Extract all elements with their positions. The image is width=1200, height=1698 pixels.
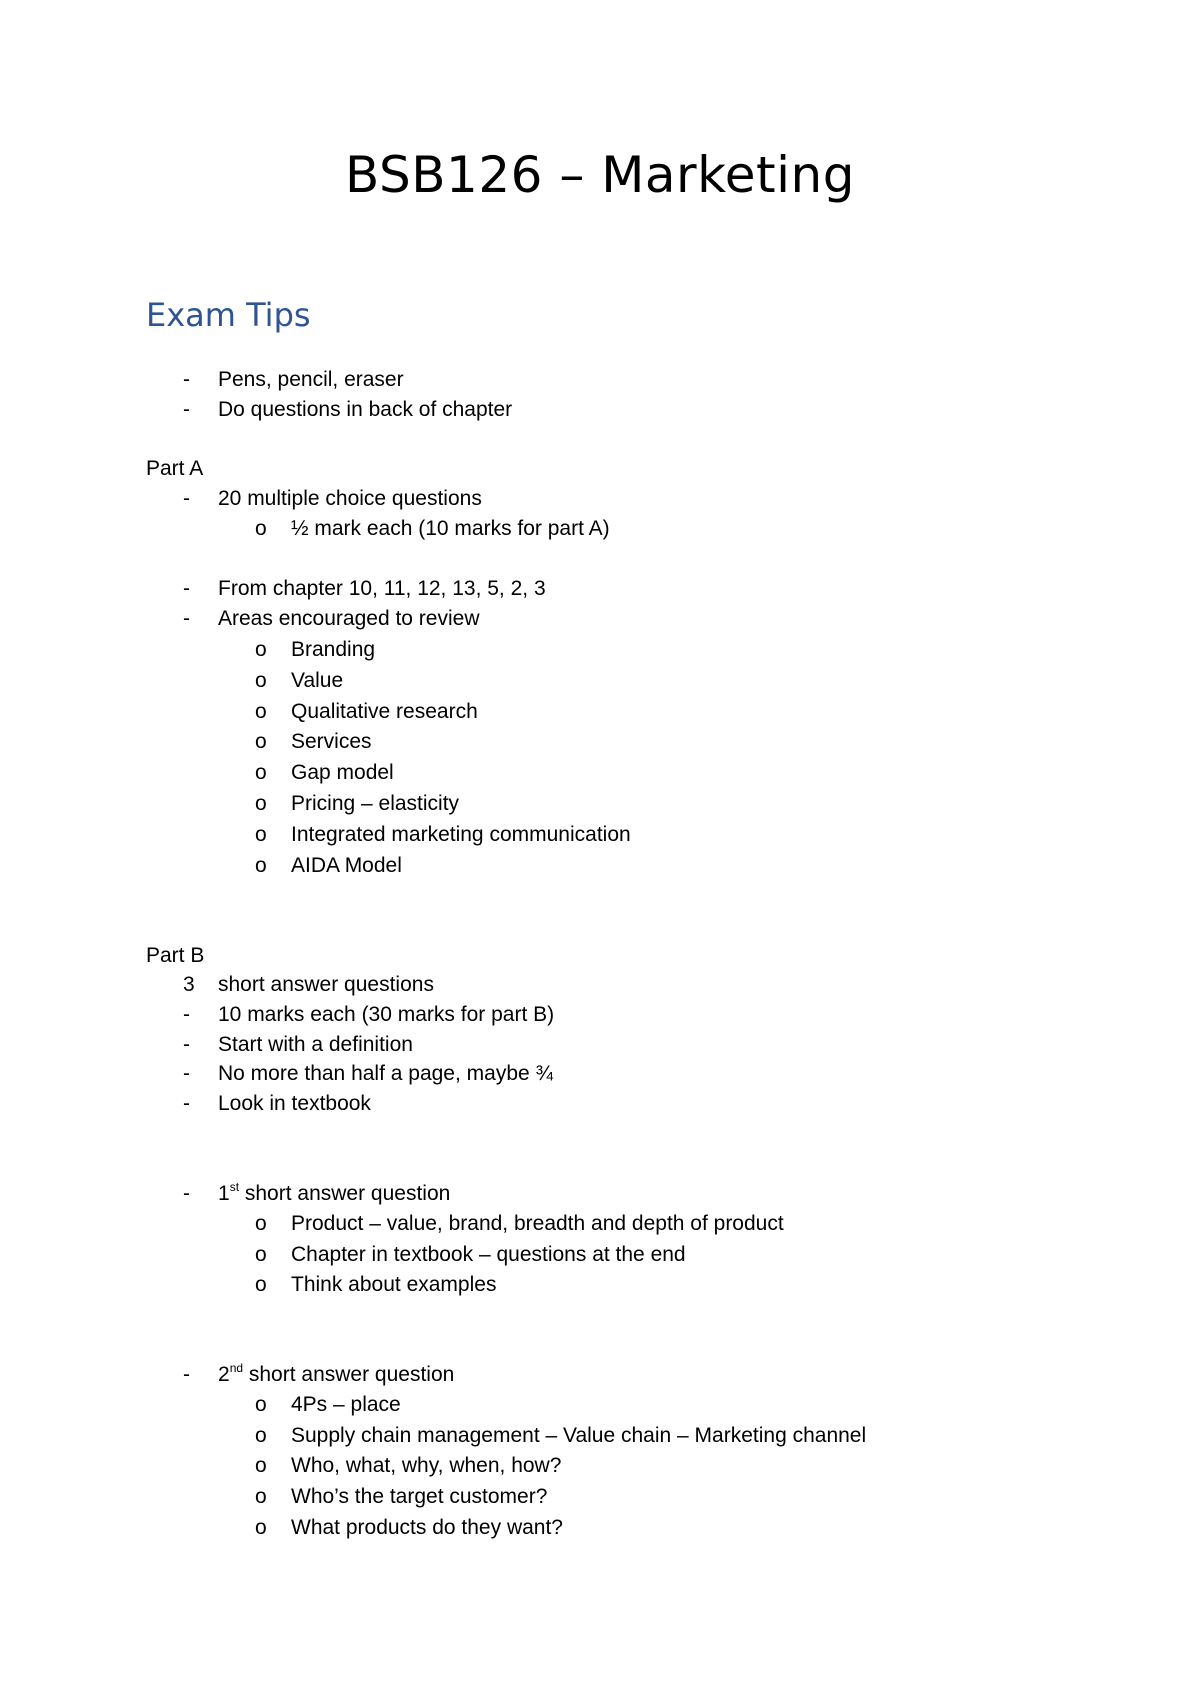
dash-bullet: -: [183, 577, 190, 600]
list-item: - 2nd short answer question: [0, 1360, 1200, 1390]
list-item: - Start with a definition: [0, 1030, 1200, 1060]
circle-bullet: o: [255, 730, 267, 753]
circle-bullet: o: [255, 1243, 267, 1266]
sub-list-item: o 4Ps – place: [0, 1390, 1200, 1420]
circle-bullet: o: [255, 1485, 267, 1508]
document-title: BSB126 – Marketing: [345, 146, 855, 204]
circle-bullet: o: [255, 1454, 267, 1477]
circle-bullet: o: [255, 1212, 267, 1235]
list-item: 3 short answer questions: [0, 970, 1200, 1000]
circle-bullet: o: [255, 823, 267, 846]
list-item: - From chapter 10, 11, 12, 13, 5, 2, 3: [0, 574, 1200, 604]
circle-bullet: o: [255, 517, 267, 540]
sub-list-item: o Value: [0, 666, 1200, 696]
sub-list-item: o Supply chain management – Value chain – Marketing channel: [0, 1421, 1200, 1451]
circle-bullet: o: [255, 1424, 267, 1447]
dash-bullet: -: [183, 368, 190, 391]
circle-bullet: o: [255, 638, 267, 661]
sub-list-item: o Branding: [0, 635, 1200, 665]
sub-list-item: o ½ mark each (10 marks for part A): [0, 514, 1200, 544]
sub-list-item: o Services: [0, 727, 1200, 757]
list-item: - 10 marks each (30 marks for part B): [0, 1000, 1200, 1030]
number-bullet: 3: [183, 973, 195, 996]
circle-bullet: o: [255, 700, 267, 723]
sub-list-item: o Gap model: [0, 758, 1200, 788]
dash-bullet: -: [183, 1363, 190, 1386]
dash-bullet: -: [183, 398, 190, 421]
sub-list-item: o Who, what, why, when, how?: [0, 1451, 1200, 1481]
dash-bullet: -: [183, 607, 190, 630]
list-item: - 20 multiple choice questions: [0, 484, 1200, 514]
sub-list-item: o What products do they want?: [0, 1513, 1200, 1543]
circle-bullet: o: [255, 1516, 267, 1539]
circle-bullet: o: [255, 792, 267, 815]
sub-list-item: o Product – value, brand, breadth and depth of product: [0, 1209, 1200, 1239]
dash-bullet: -: [183, 1092, 190, 1115]
part-a-label: Part A: [146, 457, 204, 480]
part-b-label: Part B: [146, 944, 205, 967]
list-item: - No more than half a page, maybe ¾: [0, 1059, 1200, 1089]
sub-list-item: o Chapter in textbook – questions at the end: [0, 1240, 1200, 1270]
circle-bullet: o: [255, 761, 267, 784]
list-item: - 1st short answer question: [0, 1179, 1200, 1209]
dash-bullet: -: [183, 1182, 190, 1205]
circle-bullet: o: [255, 1393, 267, 1416]
dash-bullet: -: [183, 1033, 190, 1056]
circle-bullet: o: [255, 1273, 267, 1296]
sub-list-item: o AIDA Model: [0, 851, 1200, 881]
sub-list-item: o Who’s the target customer?: [0, 1482, 1200, 1512]
dash-bullet: -: [183, 487, 190, 510]
list-item: - Areas encouraged to review: [0, 604, 1200, 634]
dash-bullet: -: [183, 1062, 190, 1085]
sub-list-item: o Pricing – elasticity: [0, 789, 1200, 819]
dash-bullet: -: [183, 1003, 190, 1026]
list-item: - Pens, pencil, eraser: [0, 365, 1200, 395]
list-item: - Do questions in back of chapter: [0, 395, 1200, 425]
sub-list-item: o Think about examples: [0, 1270, 1200, 1300]
sub-list-item: o Qualitative research: [0, 697, 1200, 727]
list-item: - Look in textbook: [0, 1089, 1200, 1119]
circle-bullet: o: [255, 854, 267, 877]
circle-bullet: o: [255, 669, 267, 692]
sub-list-item: o Integrated marketing communication: [0, 820, 1200, 850]
section-heading-exam-tips: Exam Tips: [146, 296, 311, 334]
